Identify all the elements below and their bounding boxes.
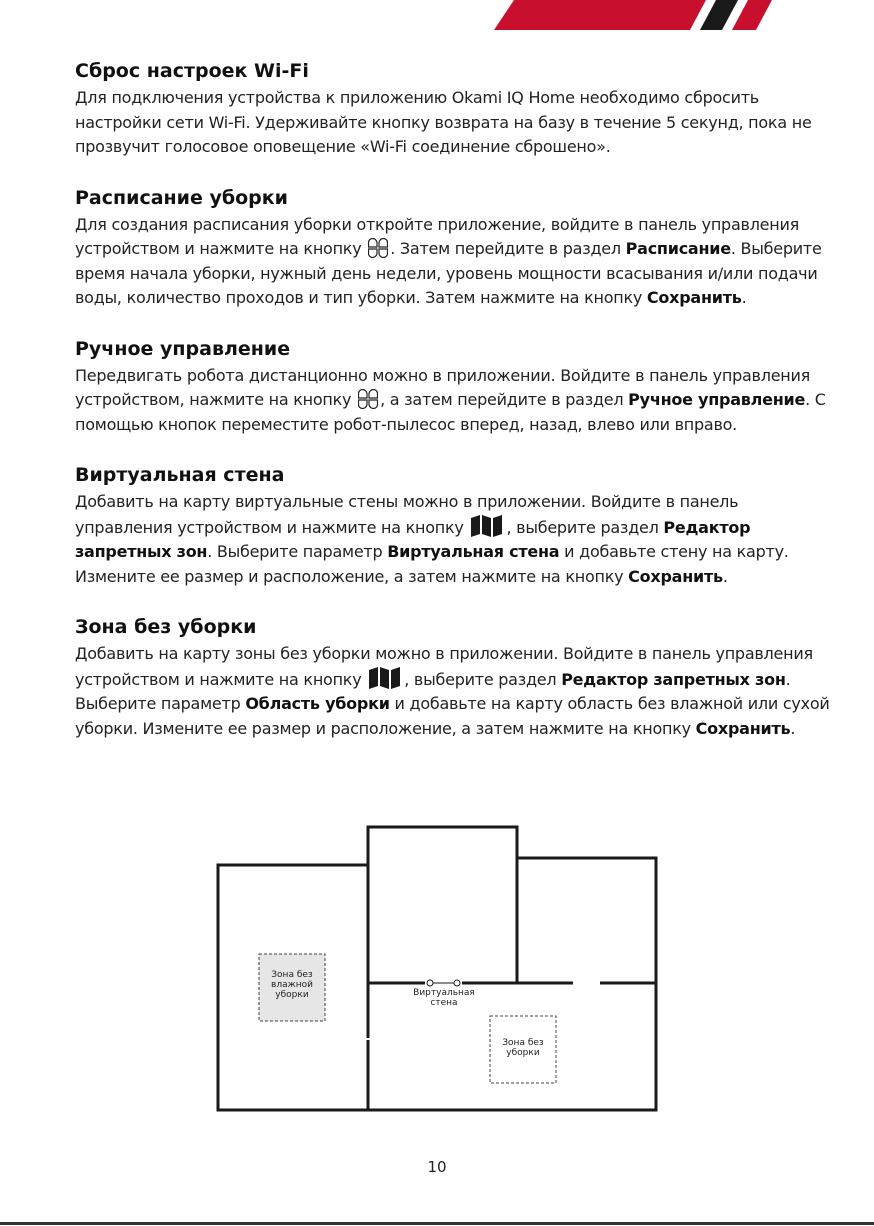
virtual-wall-label: Виртуальная стена	[413, 988, 475, 1008]
section-title: Виртуальная стена	[75, 464, 285, 486]
zone-no-wet-clean-label: Зона без влажной уборки	[271, 970, 313, 1000]
footer-divider	[0, 1222, 874, 1225]
virtual-wall-endpoint	[427, 980, 433, 986]
section-title: Сброс настроек Wi-Fi	[75, 60, 309, 82]
page-number: 10	[427, 1158, 447, 1176]
section-text: Для подключения устройства к приложению Okami IQ Home необходимо сбросить настройки сети Wi-Fi. Удерживайте кнопку возврата на базу в течение 5 секунд, пока не прозвучит голосовое оповещение «Wi-Fi соединение сброшено».	[75, 88, 812, 156]
section-text: Добавить на карту зоны без уборки можно в приложении. Войдите в панель управления устройством и нажмите на кнопку , выберите раздел Редактор запретных зон. Выберите параметр Область уборки и добавьте на карту область без влажной или сухой уборки. Измените ее размер и расположение, а затем нажмите на кнопку Сохранить.	[75, 644, 830, 738]
section-text: Для создания расписания уборки откройте приложение, войдите в панель управления устройством и нажмите на кнопку . Затем перейдите в раздел Расписание. Выберите время начала уборки, нужный день недели, уровень мощности всасывания и/или подачи воды, количество проходов и тип уборки. Затем нажмите на кнопку Сохранить.	[75, 214, 822, 307]
section-title: Расписание уборки	[75, 186, 288, 209]
section-title: Ручное управление	[75, 337, 291, 360]
zone-no-clean-label: Зона без уборки	[502, 1038, 544, 1058]
virtual-wall-endpoint	[454, 980, 460, 986]
section-title: Зона без уборки	[75, 616, 257, 638]
room-top-center-outline	[368, 827, 517, 983]
section-text: Передвигать робота дистанционно можно в приложении. Войдите в панель управления устройством, нажмите на кнопку , а затем перейдите в раздел Ручное управление. С помощью кнопок переместите робот-пылесос вперед, назад, влево или вправо.	[75, 365, 826, 434]
section-text: Добавить на карту виртуальные стены можно в приложении. Войдите в панель управления устройством и нажмите на кнопку , выберите раздел Редактор запретных зон. Выберите параметр Виртуальная стена и добавьте стену на карту. Измените ее размер и расположение, а затем нажмите на кнопку Сохранить.	[75, 492, 789, 586]
